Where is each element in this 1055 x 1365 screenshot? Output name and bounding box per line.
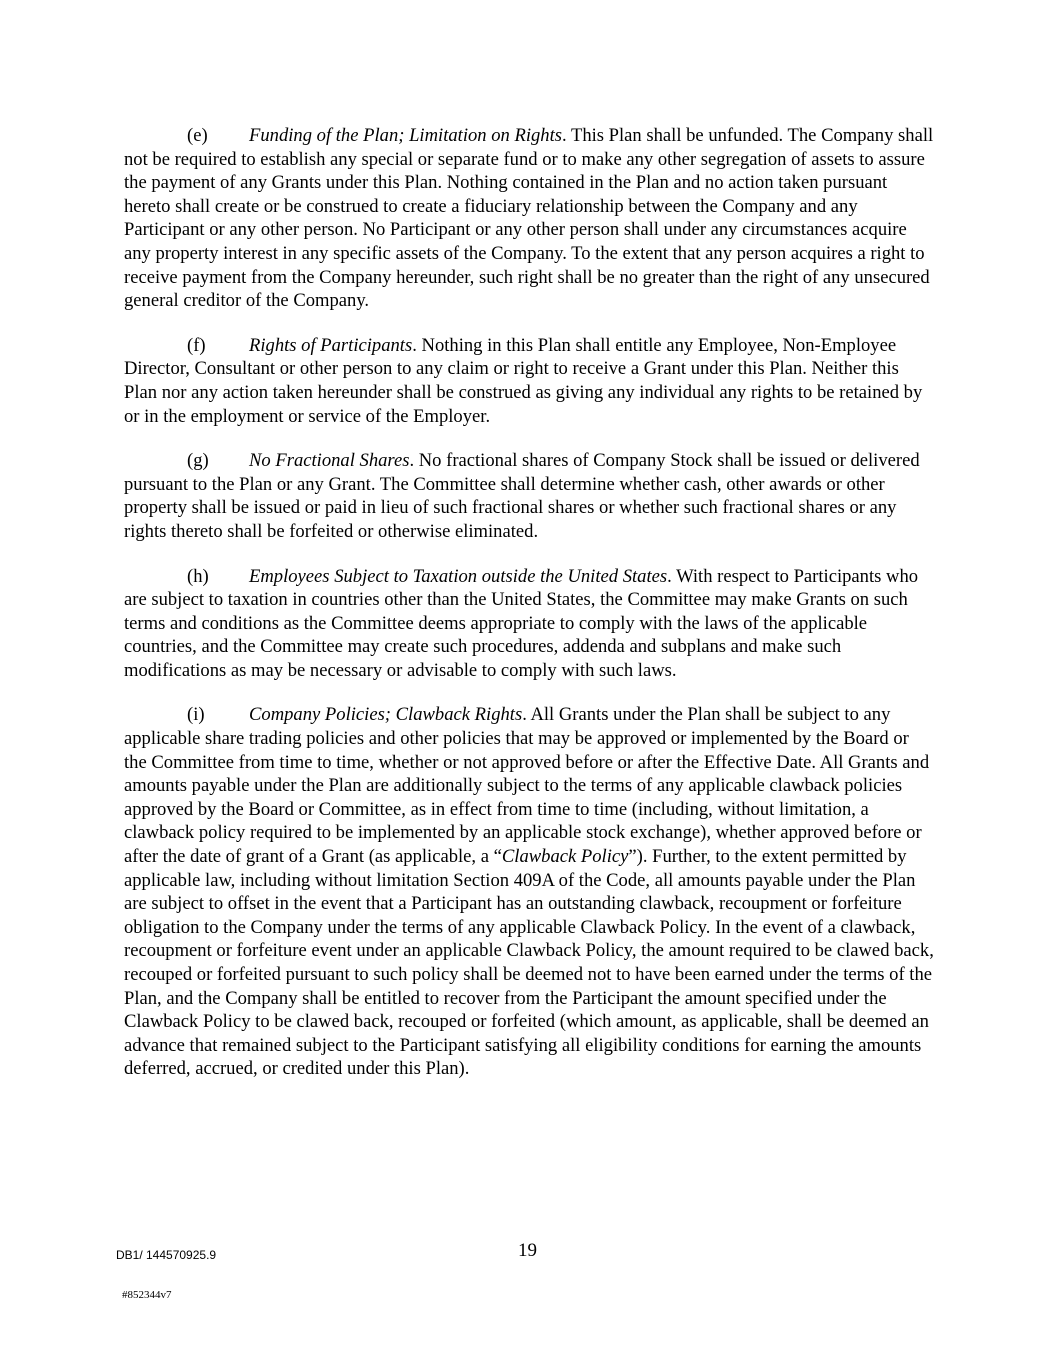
clawback-policy-defined-term: Clawback Policy [501, 846, 629, 868]
section-e-paragraph [124, 124, 936, 313]
section-i-label: (i) [187, 704, 205, 726]
section-h-heading: Employees Subject to Taxation outside the United States [249, 565, 668, 587]
section-g-text: . No fractional shares of Company Stock shall be issued or delivered pursuant to the Plan or any Grant. The Committee shall determine whether cash, other awards or other property shall be issued or paid in lieu of such fractional shares or whether such fractional shares or any rights thereto shall be forfeited or otherwise eliminated. [124, 450, 920, 542]
section-g-label: (g) [187, 450, 209, 472]
section-g-heading: No Fractional Shares [249, 450, 410, 472]
section-f-paragraph [124, 334, 936, 428]
section-h-label: (h) [187, 565, 209, 587]
section-h-paragraph [124, 565, 936, 683]
section-f-label: (f) [187, 334, 206, 356]
section-i-heading: Company Policies; Clawback Rights [249, 704, 523, 726]
section-g-paragraph [124, 449, 936, 543]
document-version: #852344v7 [122, 1289, 172, 1301]
section-f-text: . Nothing in this Plan shall entitle any Employee, Non-Employee Director, Consultant or other person to any claim or right to receive a Grant under this Plan. Neither this Plan nor any action taken hereunder shall be construed as giving any individual any rights to be retained by or in the employment or service of the Employer. [124, 334, 923, 427]
section-f-heading: Rights of Participants [249, 334, 413, 356]
section-e-label: (e) [187, 125, 208, 146]
section-e-heading: Funding of the Plan; Limitation on Rights [249, 125, 562, 146]
section-h-text: . With respect to Participants who are subject to taxation in countries other than the United States, the Committee may make Grants on such terms and conditions as the Committee deems appropriate to comply with the laws of the applicable countries, and the Committee may create such procedures, addenda and subplans and make such modifications as may be necessary or advisable to comply with such laws. [124, 565, 919, 681]
document-id: DB1/ 144570925.9 [116, 1248, 217, 1262]
section-e-text: . This Plan shall be unfunded. The Company shall not be required to establish any special or separate fund or to make any other segregation of assets to assure the payment of any Grants under this Plan. Nothing contained in the Plan and no action taken pursuant hereto shall create or be construed to create a fiduciary relationship between the Company and any Participant or any other person. No Participant or any other person shall under any circumstances acquire any property interest in any specific assets of the Company. To the extent that any person acquires a right to receive payment from the Company hereunder, such right shall be no greater than the right of any unsecured general creditor of the Company. [124, 125, 934, 312]
document-body [124, 124, 936, 1102]
section-i-text-continued: ”). Further, to the extent permitted by applicable law, including without limitation Section 409A of the Code, all amounts payable under the Plan are subject to offset in the event that a Participant has an outstanding clawback, recoupment or forfeiture obligation to the Company under the terms of any applicable Clawback Policy. In the event of a clawback, recoupment or forfeiture event under an applicable Clawback Policy, the amount required to be clawed back, recouped or forfeited pursuant to such policy shall be deemed not to have been earned under the terms of the Plan, and the Company shall be entitled to recover from the Participant the amount specified under the Clawback Policy to be clawed back, recouped or forfeited (which amount, as applicable, shall be deemed an advance that remained subject to the Participant satisfying all eligibility conditions for earning the amounts deferred, accrued, or credited under this Plan). [124, 846, 934, 1080]
section-i-paragraph [124, 703, 936, 1081]
page-number: 19 [518, 1240, 537, 1261]
section-i-text: . All Grants under the Plan shall be subject to any applicable share trading policies and other policies that may be approved or implemented by the Board or the Committee from time to time, whether or not approved before or after the Effective Date. All Grants and amounts payable under the Plan are additionally subject to the terms of any applicable clawback policies approved by the Board or Committee, as in effect from time to time (including, without limitation, a clawback policy required to be implemented by an applicable stock exchange), whether approved before or after the date of grant of a Grant (as applicable, a “ [124, 704, 930, 868]
